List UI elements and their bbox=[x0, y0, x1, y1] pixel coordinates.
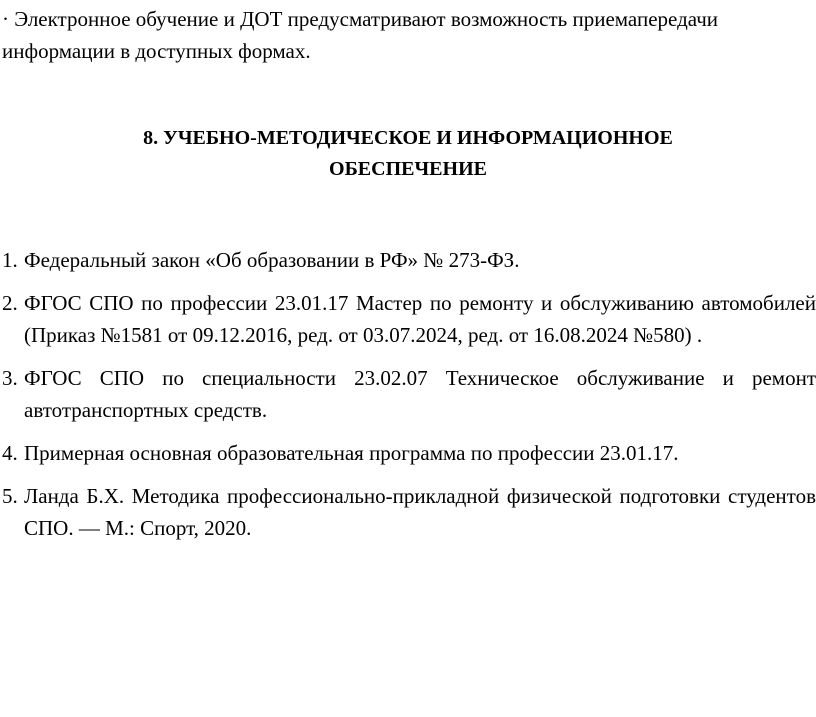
reference-item-4 bbox=[0, 437, 816, 469]
reference-item-1 bbox=[0, 244, 816, 276]
reference-number: 2. bbox=[2, 291, 18, 315]
reference-text: Примерная основная образовательная программа по профессии 23.01.17. bbox=[24, 441, 679, 465]
reference-number: 1. bbox=[2, 248, 18, 272]
reference-number: 4. bbox=[2, 441, 18, 465]
reference-list bbox=[0, 244, 816, 555]
section-heading bbox=[0, 123, 816, 185]
reference-item-2 bbox=[0, 287, 816, 351]
reference-number: 5. bbox=[2, 484, 18, 508]
reference-item-3 bbox=[0, 362, 816, 426]
intro-paragraph: · Электронное обучение и ДОТ предусматривают возможность приемапередачи информации в доступных формах. bbox=[2, 7, 719, 63]
reference-item-5 bbox=[0, 480, 816, 544]
reference-number: 3. bbox=[2, 366, 18, 390]
reference-text: ФГОС СПО по специальности 23.02.07 Техническое обслуживание и ремонт автотранспортных средств. bbox=[24, 366, 816, 422]
reference-text: Федеральный закон «Об образовании в РФ» № 273-ФЗ. bbox=[24, 248, 520, 272]
section-heading-line-1: 8. УЧЕБНО-МЕТОДИЧЕСКОЕ И ИНФОРМАЦИОННОЕ bbox=[143, 127, 673, 149]
section-heading-line-2: ОБЕСПЕЧЕНИЕ bbox=[329, 158, 487, 180]
reference-text: Ланда Б.Х. Методика профессионально-прикладной физической подготовки студентов СПО. — М.: Спорт, 2020. bbox=[24, 484, 816, 540]
reference-text: ФГОС СПО по профессии 23.01.17 Мастер по ремонту и обслуживанию автомобилей (Приказ №1581 от 09.12.2016, ред. от 03.07.2024, ред. от 16.08.2024 №580) . bbox=[24, 291, 816, 347]
